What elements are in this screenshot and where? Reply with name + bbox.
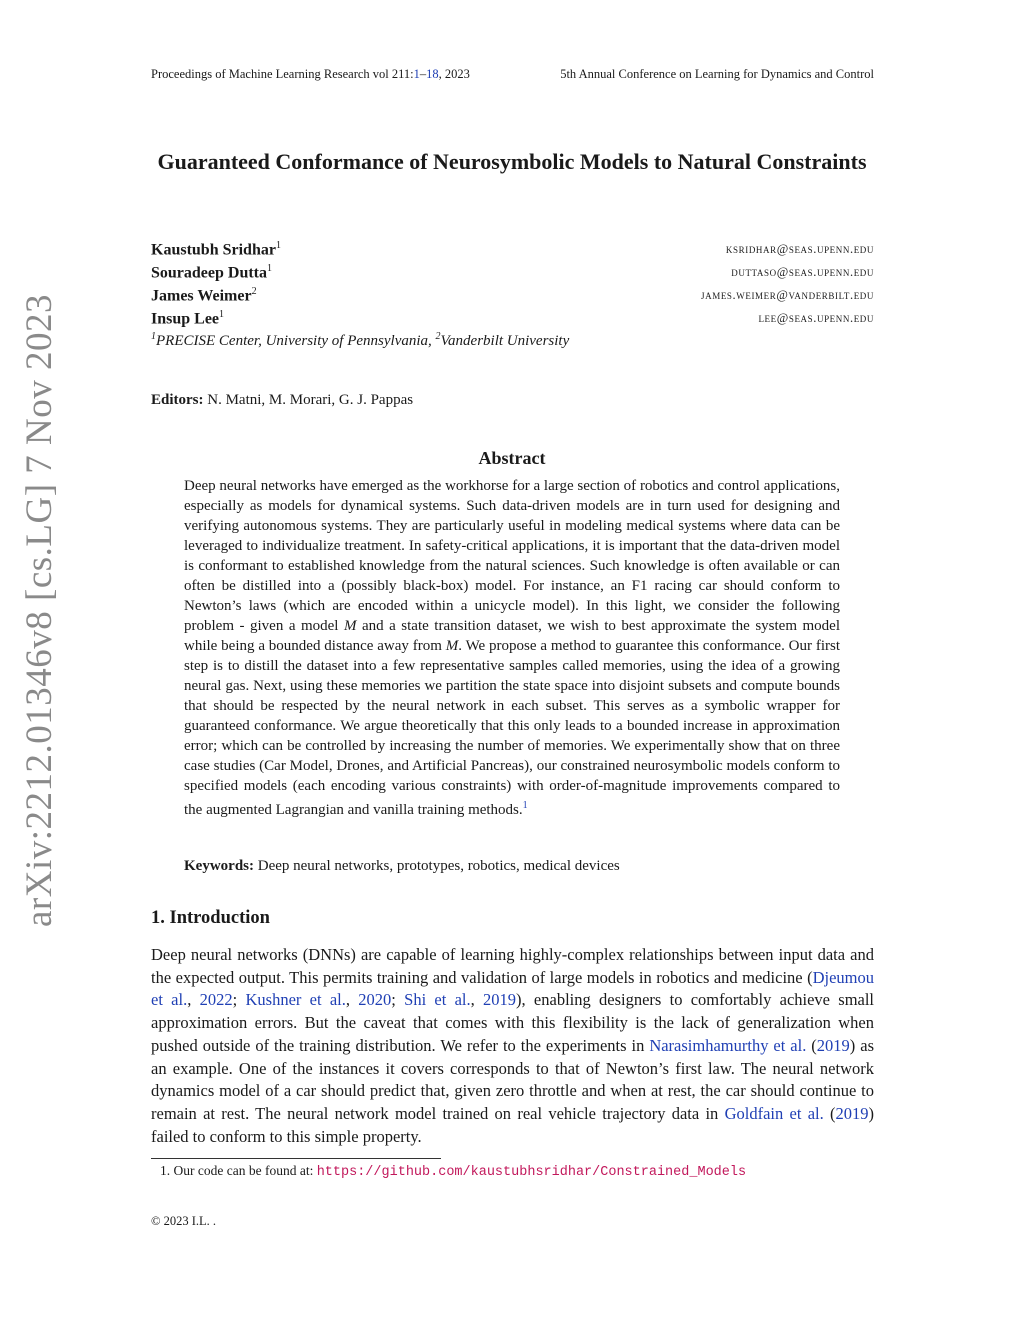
abstract-heading: Abstract [478, 448, 546, 468]
paper-title: Guaranteed Conformance of Neurosymbolic Models to Natural Constraints [157, 149, 867, 174]
page-start-link[interactable]: 1 [413, 67, 420, 81]
author-name: Souradeep Dutta$^1$ [151, 263, 273, 282]
copyright-notice: © 2023 I.L. . [151, 1214, 217, 1228]
author-name: Insup Lee$^1$ [151, 309, 225, 328]
page-end-link[interactable]: 18 [426, 67, 439, 81]
author-email[interactable]: ksridhar@seas.upenn.edu [725, 242, 874, 256]
footnote-mark[interactable]: 1 [522, 800, 528, 811]
citation-link[interactable]: Goldfain et al. [724, 1103, 824, 1123]
affiliations: $^1$PRECISE Center, University of Pennsylvania, $^2$Vanderbilt University [151, 331, 570, 349]
model-symbol: M [343, 618, 357, 634]
running-header-left: Proceedings of Machine Learning Research vol 211:1–18, 2023 [151, 67, 470, 81]
author-email[interactable]: james.weimer@vanderbilt.edu [701, 288, 874, 302]
author-row [151, 309, 874, 331]
footnote: 1. Our code can be found at: https://github.com/kaustubhsridhar/Constrained_Models [160, 1163, 747, 1180]
author-name: James Weimer$^2$ [151, 286, 257, 305]
citation-link[interactable]: 2019 [835, 1103, 869, 1123]
introduction-paragraph: Deep neural networks (DNNs) are capable of learning highly-complex relationships between input data and the expected output. This permits training and validation of large models in robotics and medicine (Djeumou et al., 2022; Kushner et al., 2020; Shi et al., 2019), enabling designers to comfortably achieve small approximation errors. But the caveat that comes with this flexibility is the lack of generalization when pushed outside of the training distribution. We refer to the experiments in Narasimhamurthy et al. (2019) as an example. One of the instances it covers corresponds to that of Newton’s first law. The neural network dynamics model of a car should predict that, given zero throttle and when at rest, the car should continue to remain at rest. The neural network model trained on real vehicle trajectory data in Goldfain et al. (2019) failed to conform to this simple property. [151, 945, 875, 1146]
citation-link[interactable]: Shi et al. [404, 990, 471, 1010]
arxiv-sidebar-stamp: arXiv:2212.01346v8 [cs.LG] 7 Nov 2023 [19, 293, 60, 927]
author-email[interactable]: lee@seas.upenn.edu [758, 311, 874, 325]
author-email[interactable]: duttaso@seas.upenn.edu [731, 265, 874, 279]
footnote-rule [151, 1158, 441, 1159]
keywords-line: Keywords: Deep neural networks, prototypes, robotics, medical devices [184, 858, 620, 874]
citation-link[interactable]: 2020 [358, 990, 392, 1010]
citation-link[interactable]: 2019 [816, 1035, 850, 1055]
citation-link[interactable]: Narasimhamurthy et al. [649, 1035, 807, 1055]
citation-link[interactable]: Djeumou et al. [151, 967, 874, 1010]
citation-link[interactable]: 2019 [483, 990, 517, 1010]
abstract-body: Deep neural networks have emerged as the workhorse for a large section of robotics and control applications, especially as models for dynamical systems. Such data-driven models are in turn used for designing and verifying autonomous systems. They are particularly useful in modeling medical systems where data can be leveraged to individualize treatment. In safety-critical applications, it is important that the data-driven model is conformant to established knowledge from the natural sciences. Such knowledge is often available or can often be distilled into a (possibly black-box) model. For instance, an F1 racing car should conform to Newton’s laws (which are encoded within a unicycle model). In this light, we consider the following problem - given a model M and a state transition dataset, we wish to best approximate the system model while being a bounded distance away from M. We propose a method to guarantee this conformance. Our first step is to distill the dataset into a few representative samples called memories, using the idea of a growing neural gas. Next, using these memories we partition the state space into disjoint subsets and compute bounds that should be respected by the neural network in each subset. This serves as a symbolic wrapper for guaranteed conformance. We argue theoretically that this only leads to a bounded increase in approximation error; which can be controlled by increasing the number of memories. We experimentally show that on three case studies (Car Model, Drones, and Artificial Pancreas), our constrained neurosymbolic models conform to specified models (each encoding various constraints) with order-of-magnitude improvements compared to the augmented Lagrangian and vanilla training methods.$^1$ [184, 478, 840, 818]
citation-link[interactable]: Kushner et al. [245, 990, 346, 1010]
model-symbol: M [445, 638, 459, 654]
running-header-right: 5th Annual Conference on Learning for Dynamics and Control [560, 67, 874, 81]
section-heading-introduction: 1. Introduction [151, 908, 270, 928]
editors-line: Editors: N. Matni, M. Morari, G. J. Pappas [151, 392, 414, 408]
citation-link[interactable]: 2022 [199, 990, 233, 1010]
author-name: Kaustubh Sridhar$^1$ [151, 240, 281, 259]
code-url-link[interactable]: https://github.com/kaustubhsridhar/Constrained_Models [316, 1165, 747, 1180]
author-row [151, 286, 874, 308]
author-row [151, 263, 874, 285]
author-row [151, 240, 874, 262]
